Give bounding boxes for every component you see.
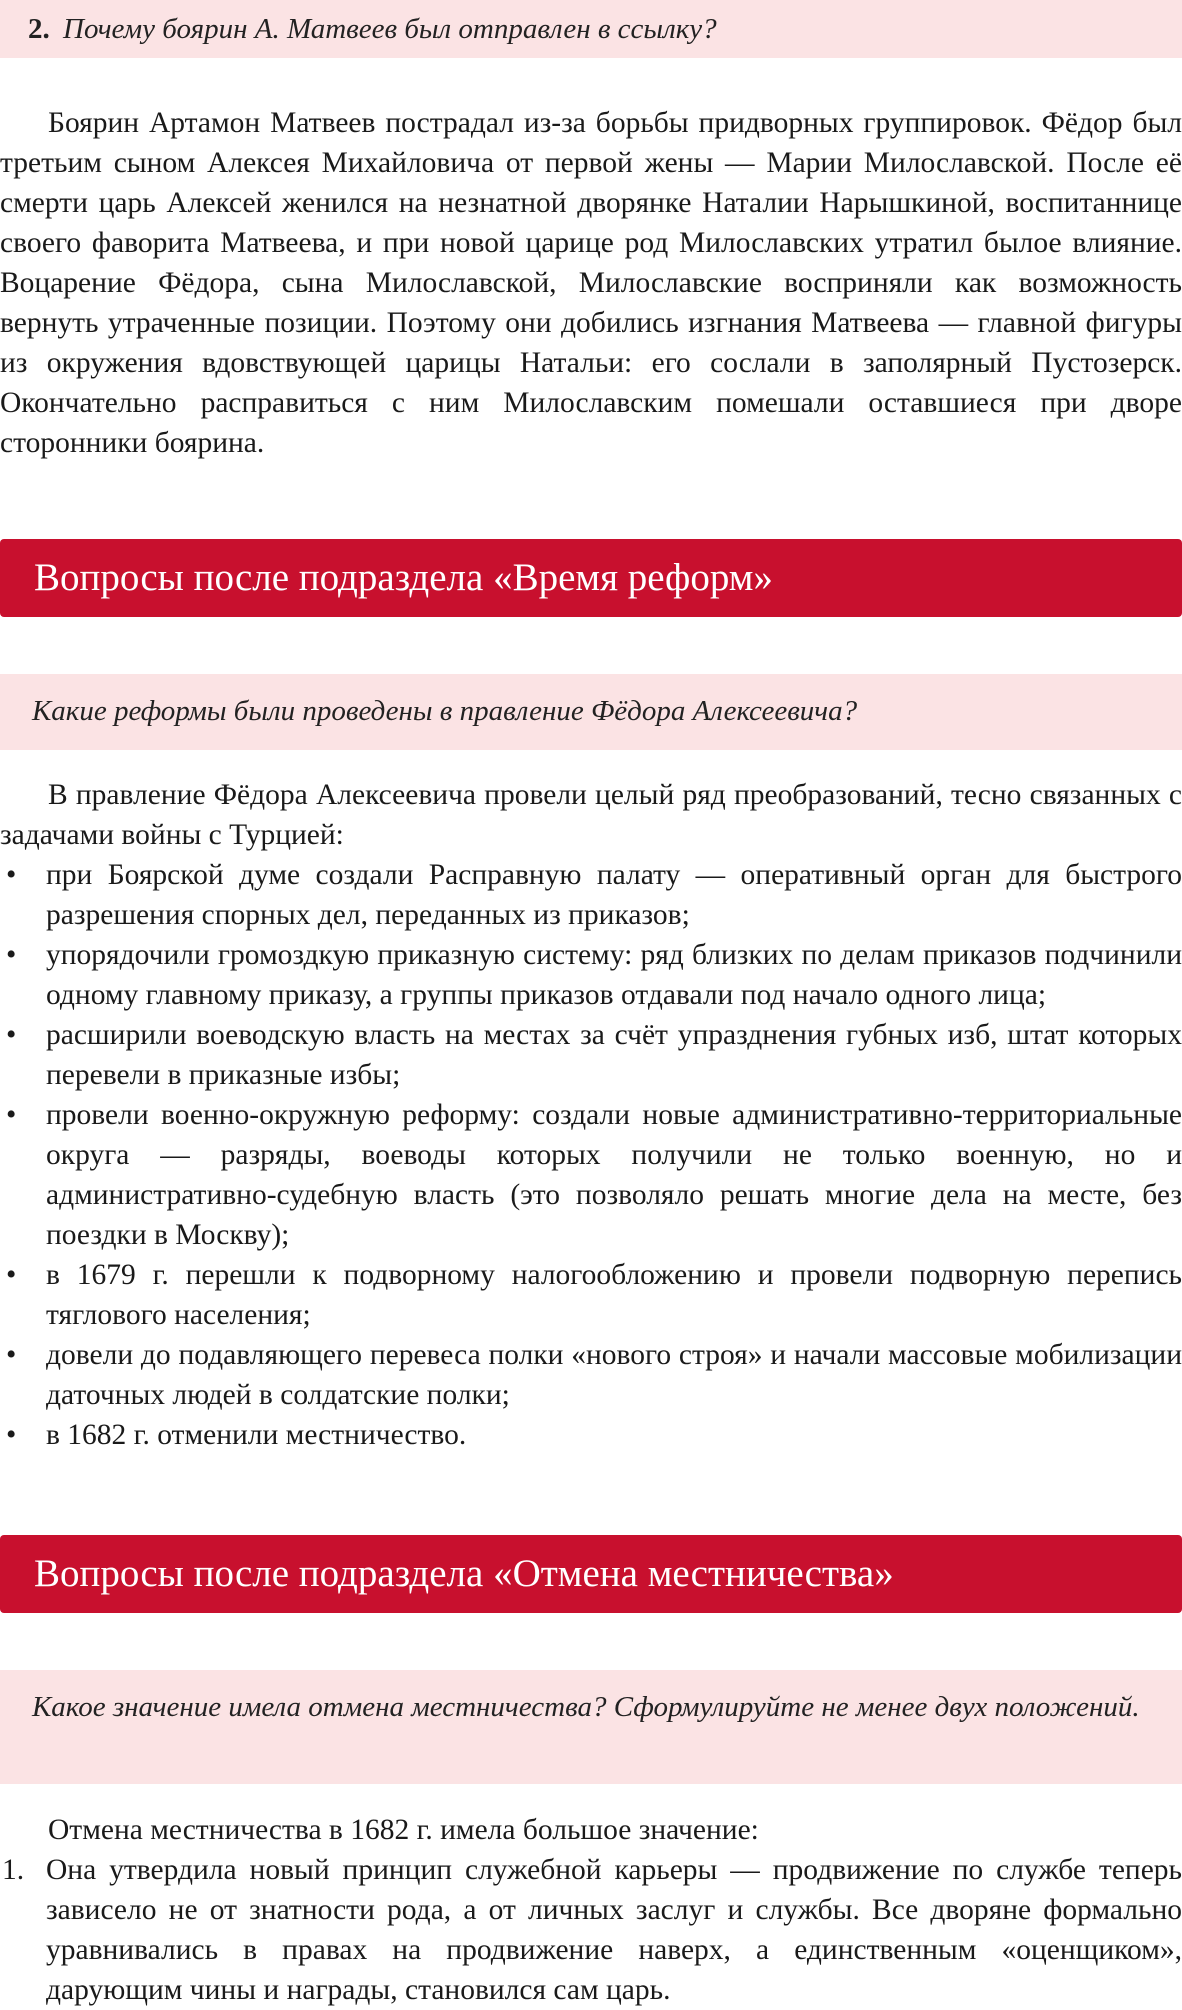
section-1-question-box	[0, 674, 1182, 750]
list-item	[0, 1850, 1182, 2010]
list-item	[0, 1255, 1182, 1335]
list-item	[0, 1095, 1182, 1255]
question-text: Почему боярин А. Матвеев был отправлен в ссылку?	[63, 13, 717, 45]
bullet-mark: •	[6, 1259, 17, 1291]
bullet-mark: •	[6, 1339, 17, 1371]
section-title: Вопросы после подраздела «Время реформ»	[34, 556, 773, 599]
bullet-mark: •	[6, 859, 17, 891]
section-title: Вопросы после подраздела «Отмена местничества»	[34, 1552, 894, 1595]
answer-intro: В правление Фёдора Алексеевича провели целый ряд преобразований, тесно связанных с задачами войны с Турцией:	[0, 779, 1182, 851]
section-banner-reforms	[0, 539, 1182, 617]
section-1-answer	[0, 775, 1182, 1455]
list-item	[0, 855, 1182, 935]
significance-list	[0, 1850, 1182, 2010]
section-2-answer	[0, 1810, 1182, 2010]
list-item-text: упорядочили громоздкую приказную систему: ряд близких по делам приказов подчинили одному главному приказу, а группы приказов отдавали под начало одного лица;	[46, 939, 1182, 1011]
question-2-box	[0, 0, 1182, 58]
question-number: 2.	[28, 13, 50, 45]
answer-2-text	[0, 103, 1182, 463]
item-number: 1.	[2, 1854, 25, 1886]
bullet-mark: •	[6, 1099, 17, 1131]
list-item-text: при Боярской думе создали Расправную палату — оперативный орган для быстрого разрешения спорных дел, переданных из приказов;	[46, 859, 1182, 931]
list-item-text: расширили воеводскую власть на местах за счёт упразднения губных изб, штат которых перевели в приказные избы;	[46, 1019, 1182, 1091]
section-banner-mestnichestvo	[0, 1535, 1182, 1613]
list-item	[0, 1335, 1182, 1415]
list-item-text: довели до подавляющего перевеса полки «нового строя» и начали массовые мобилизации даточных людей в солдатские полки;	[46, 1339, 1182, 1411]
list-item-text: Она утвердила новый принцип служебной карьеры — продвижение по службе теперь зависело не от знатности рода, а от личных заслуг и службы. Все дворяне формально уравнивались в правах на продвижение наверх, а единственным «оценщиком», дарующим чины и награды, становился сам царь.	[46, 1854, 1182, 2006]
reforms-list	[0, 855, 1182, 1455]
bullet-mark: •	[6, 1019, 17, 1051]
bullet-mark: •	[6, 939, 17, 971]
list-item-text: в 1679 г. перешли к подворному налогообложению и провели подворную перепись тяглового населения;	[46, 1259, 1182, 1331]
answer-paragraph: Боярин Артамон Матвеев пострадал из-за борьбы придворных группировок. Фёдор был третьим сыном Алексея Михайловича от первой жены — Марии Милославской. После её смерти царь Алексей женился на незнатной дворянке Наталии Нарышкиной, воспитаннице своего фаворита Матвеева, и при новой царице род Милославских утратил былое влияние. Воцарение Фёдора, сына Милославской, Милославские восприняли как возможность вернуть утраченные позиции. Поэтому они добились изгнания Матвеева — главной фигуры из окружения вдовствующей царицы Натальи: его сослали в заполярный Пустозерск. Окончательно расправиться с ним Милославским помешали оставшиеся при дворе сторонники боярина.	[0, 107, 1182, 459]
question-text: Какое значение имела отмена местничества? Сформулируйте не менее двух положений.	[32, 1691, 1140, 1723]
list-item	[0, 935, 1182, 1015]
list-item	[0, 1015, 1182, 1095]
section-2-question-box	[0, 1670, 1182, 1784]
question-text: Какие реформы были проведены в правление Фёдора Алексеевича?	[32, 695, 858, 727]
list-item	[0, 1415, 1182, 1455]
list-item-text: в 1682 г. отменили местничество.	[46, 1419, 467, 1451]
list-item-text: провели военно-окружную реформу: создали новые административно-территориальные округа — разряды, воеводы которых получили не только военную, но и административно-судебную власть (это позволяло решать многие дела на месте, без поездки в Москву);	[46, 1099, 1182, 1251]
bullet-mark: •	[6, 1419, 17, 1451]
answer-intro: Отмена местничества в 1682 г. имела большое значение:	[48, 1814, 759, 1846]
